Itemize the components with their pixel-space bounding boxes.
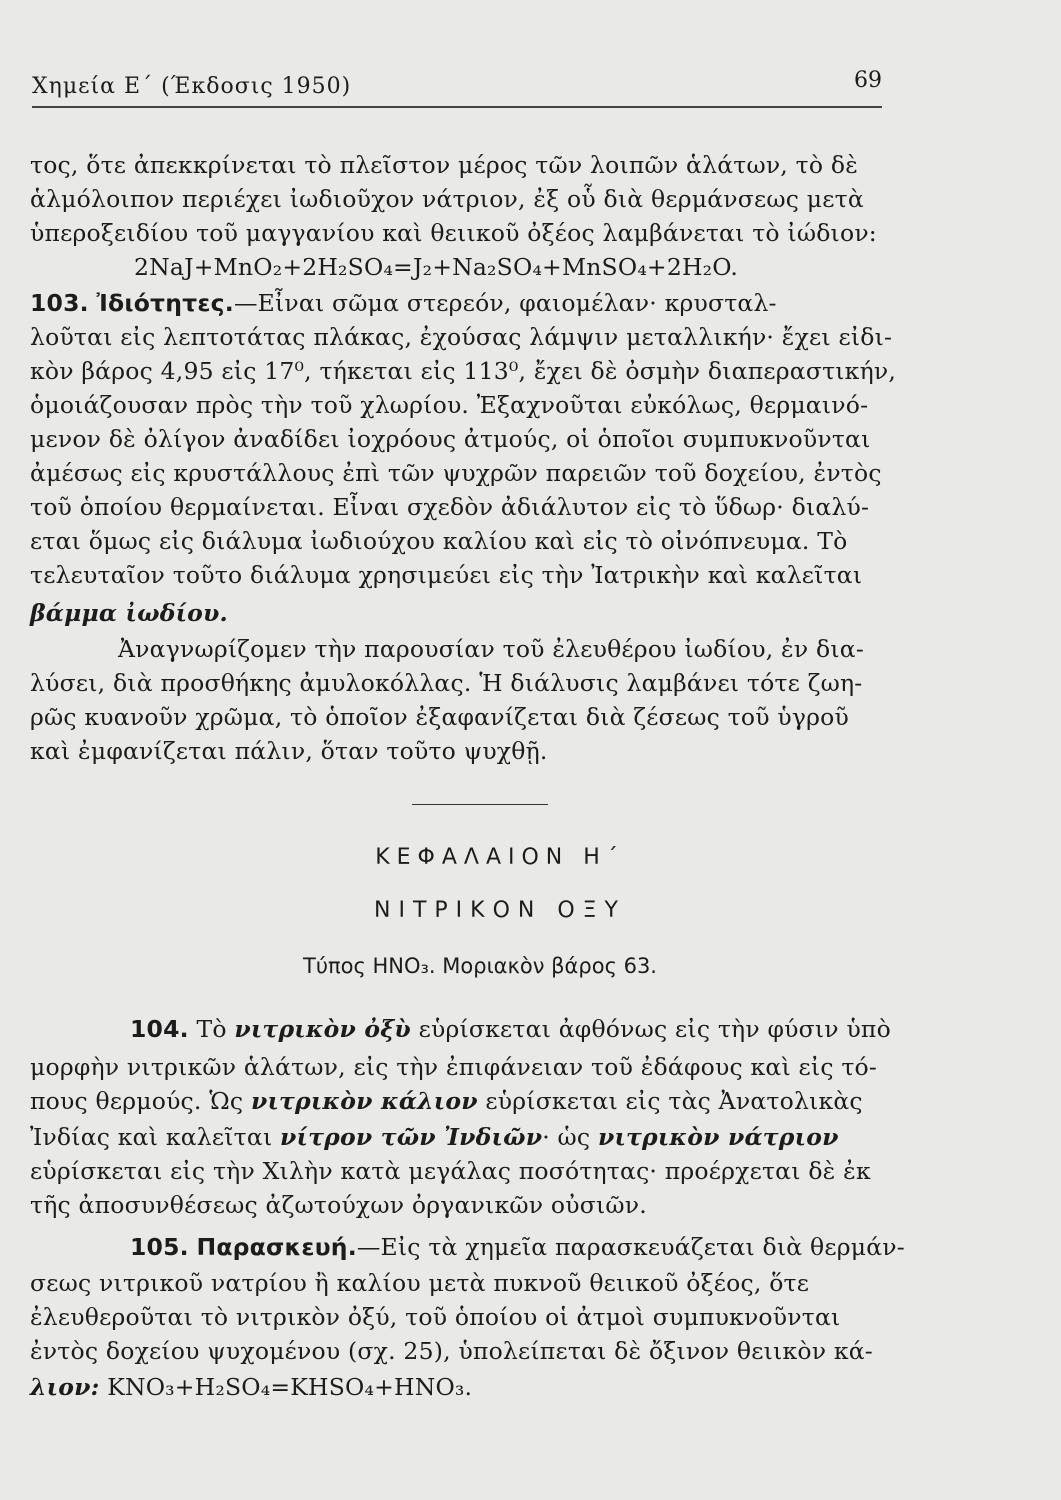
text-line: τῆς ἀποσυνθέσεως ἀζωτούχων ὀργανικῶν οὐσιῶν. <box>30 1191 647 1219</box>
text-line: τος, ὅτε ἀπεκκρίνεται τὸ πλεῖστον μέρος τῶν λοιπῶν ἁλάτων, τὸ δὲ <box>30 151 859 179</box>
section-number: 103. <box>30 289 89 317</box>
header-title: Χημεία Ε΄ (Έκδοσις 1950) <box>32 74 352 99</box>
text-line: μενον δὲ ὀλίγον ἀναδίδει ἰοχρόους ἀτμούς, οἱ ὁποῖοι συμπυκνοῦνται <box>30 425 871 453</box>
text-line: ἀμέσως εἰς κρυστάλλους ἐπὶ τῶν ψυχρῶν παρειῶν τοῦ δοχείου, ἐντὸς <box>30 459 882 487</box>
section-103-first-line <box>30 288 910 318</box>
text-run: Τὸ <box>196 1015 235 1043</box>
text-run: πους θερμούς. Ὡς <box>30 1087 251 1115</box>
text-run: λιον: <box>30 1373 100 1401</box>
text-line: ρῶς κυανοῦν χρῶμα, τὸ ὁποῖον ἐξαφανίζεται διὰ ζέσεως τοῦ ὑγροῦ <box>30 703 849 731</box>
text-line: ἁλμόλοιπον περιέχει ἰωδιοῦχον νάτριον, ἐξ οὗ διὰ θερμάνσεως μετὰ <box>30 185 864 213</box>
section-104-first-line <box>130 1014 910 1044</box>
section-heading: Παρασκευή. <box>196 1233 357 1261</box>
text-run: εὑρίσκεται ἀφθόνως εἰς τὴν φύσιν ὑπὸ <box>410 1015 891 1043</box>
section-heading: Ἰδιότητες. <box>96 289 234 317</box>
term-tincture-of-iodine: βάμμα ἰωδίου. <box>30 599 228 627</box>
text-line: ἐλευθεροῦται τὸ νιτρικὸν ὀξύ, τοῦ ὁποίου οἱ ἀτμοὶ συμπυκνοῦνται <box>30 1303 841 1331</box>
running-header <box>32 68 882 108</box>
chapter-formula: Τύπος HNO₃. Μοριακὸν βάρος 63. <box>303 954 657 978</box>
term-nitric-acid: νιτρικὸν ὀξὺ <box>234 1015 411 1043</box>
text-line: λύσει, διὰ προσθήκης ἀμυλοκόλλας. Ἡ διάλυσις λαμβάνει τότε ζωη- <box>30 669 863 697</box>
text-line: λοῦται εἰς λεπτοτάτας πλάκας, ἐχούσας λάμψιν μεταλλικήν· ἔχει εἰδι- <box>30 323 893 351</box>
term-line <box>30 598 910 628</box>
text-line: τελευταῖον τοῦτο διάλυμα χρησιμεύει εἰς τὴν Ἰατρικὴν καὶ καλεῖται <box>30 561 863 589</box>
chapter-subject: ΝΙΤΡΙΚΟΝ ΟΞΥ <box>374 898 626 923</box>
text-line <box>30 1086 910 1116</box>
page-number: 69 <box>854 68 882 93</box>
term-indian-nitre: νίτρον τῶν Ἰνδιῶν <box>280 1123 543 1151</box>
text-line: μορφὴν νιτρικῶν ἁλάτων, εἰς τὴν ἐπιφάνειαν τοῦ ἐδάφους καὶ εἰς τό- <box>30 1053 878 1081</box>
chapter-label: ΚΕΦΑΛΑΙΟΝ Η΄ <box>375 845 625 870</box>
text-run: εὑρίσκεται εἰς τὰς Ἀνατολικὰς <box>477 1087 863 1115</box>
text-line <box>30 1122 910 1152</box>
text-line: καὶ ἐμφανίζεται πάλιν, ὅταν τοῦτο ψυχθῇ. <box>30 737 548 765</box>
chemical-equation: KNO₃+H₂SO₄=KHSO₄+HNO₃. <box>107 1373 473 1401</box>
chemical-equation: 2NaJ+MnO₂+2H₂SO₄=J₂+Na₂SO₄+MnSO₄+2H₂O. <box>134 253 739 281</box>
text-line: ὁμοιάζουσαν πρὸς τὴν τοῦ χλωρίου. Ἐξαχνοῦται εὐκόλως, θερμαινό- <box>30 391 869 419</box>
section-divider <box>412 804 548 805</box>
text-line: Ἀναγνωρίζομεν τὴν παρουσίαν τοῦ ἐλευθέρου ἰωδίου, ἐν δια- <box>118 635 864 663</box>
term-sodium-nitrate: νιτρικὸν νάτριον <box>597 1123 839 1151</box>
section-105-first-line <box>130 1232 910 1262</box>
text-line: ὑπεροξειδίου τοῦ μαγγανίου καὶ θειικοῦ ὀξέος λαμβάνεται τὸ ἰώδιον: <box>30 219 877 247</box>
text-run: · ὡς <box>542 1123 598 1151</box>
text-line: εται ὅμως εἰς διάλυμα ἰωδιούχου καλίου καὶ εἰς τὸ οἰνόπνευμα. Τὸ <box>30 527 848 555</box>
section-number: 105. <box>130 1233 189 1261</box>
text-line: τοῦ ὁποίου θερμαίνεται. Εἶναι σχεδὸν ἀδιάλυτον εἰς τὸ ὕδωρ· διαλύ- <box>30 493 870 521</box>
term-potassium-nitrate: νιτρικὸν κάλιον <box>250 1087 478 1115</box>
text-run: Ἰνδίας καὶ καλεῖται <box>30 1123 281 1151</box>
text-run: —Εἶναι σῶμα στερεόν, φαιομέλαν· κρυσταλ- <box>233 289 777 317</box>
text-line: κὸν βάρος 4,95 εἰς 17⁰, τήκεται εἰς 113⁰, ἔχει δὲ ὀσμὴν διαπεραστικήν, <box>30 357 897 385</box>
text-line: σεως νιτρικοῦ νατρίου ἢ καλίου μετὰ πυκνοῦ θειικοῦ ὀξέος, ὅτε <box>30 1269 810 1297</box>
text-line: εὑρίσκεται εἰς τὴν Χιλὴν κατὰ μεγάλας ποσότητας· προέρχεται δὲ ἐκ <box>30 1157 871 1185</box>
section-number: 104. <box>130 1015 189 1043</box>
text-line: ἐντὸς δοχείου ψυχομένου (σχ. 25), ὑπολείπεται δὲ ὄξινον θειικὸν κά- <box>30 1337 873 1365</box>
equation-line <box>30 1372 910 1402</box>
text-run: —Εἰς τὰ χημεῖα παρασκευάζεται διὰ θερμάν- <box>356 1233 905 1261</box>
